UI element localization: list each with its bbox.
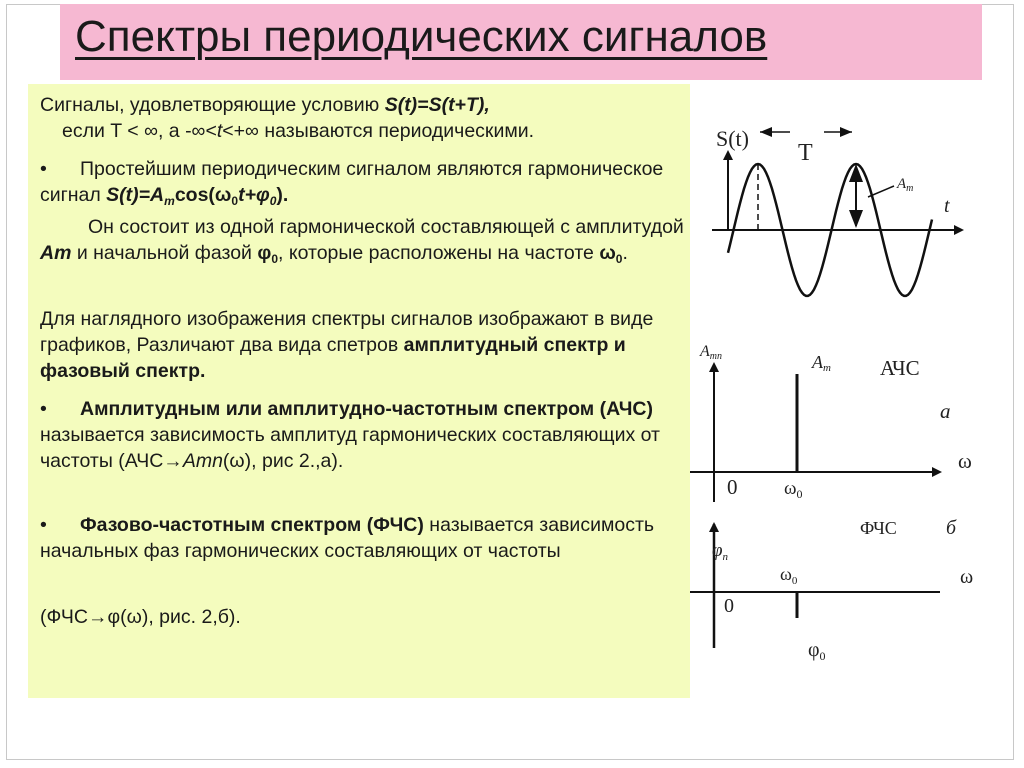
signal-ylabel: S(t) (716, 126, 749, 151)
formula-sub-0b: 0 (269, 194, 277, 208)
period-arrow-right (840, 127, 852, 137)
intro-text-c: <+∞ называются периодическими. (222, 120, 535, 142)
frequency-symbol: ω (599, 242, 616, 264)
phase-spectrum-figure (690, 517, 973, 663)
ams-line-label: Am (812, 352, 831, 374)
phase-term: Фазово-частотным спектром (ФЧС) (80, 514, 424, 536)
component-text-c: , которые расположены на частоте (278, 242, 600, 264)
bullet: • (40, 398, 47, 420)
amplitude-ref: (ω), рис 2.,а). (222, 450, 344, 472)
component-text-b: и начальной фазой (71, 242, 258, 264)
intro-formula: S(t)=S(t+T), (384, 94, 490, 116)
phase-text: называется зависимость начальных фаз гармонических составляющих от частоты (40, 514, 655, 562)
amplitude-function: Amn (182, 450, 223, 472)
phase-sub: 0 (271, 252, 278, 266)
amplitude-symbol: Am (40, 242, 72, 264)
frequency-sub: 0 (615, 252, 623, 266)
harmonic-formula-d: ). (276, 184, 289, 206)
phs-phase: $\varphi_0$ (808, 639, 826, 663)
formula-sub-m: m (164, 194, 175, 208)
period-label: T (798, 140, 813, 166)
amplitude-text: называется зависимость амплитуд гармонических составляющих от частоты (АЧС→ (40, 424, 660, 472)
amplitude-term: Амплитудным или амплитудно-частотным спектром (АЧС) (80, 398, 653, 420)
phs-freq: $\omega_0$ (780, 564, 798, 587)
bullet: • (40, 514, 47, 536)
period-arrow-left (760, 127, 772, 137)
graphs-text: Для наглядного изображения спектры сигналов изображают в виде графиков, Различают два вида спетров (40, 308, 654, 356)
harmonic-formula-c: t+φ (238, 184, 270, 206)
phase-symbol: φ (257, 242, 272, 264)
formula-sub-0: 0 (231, 194, 239, 208)
phase-ref: (ФЧС→φ(ω), рис. 2,б). (40, 606, 241, 628)
phs-xlabel: ω (960, 566, 974, 588)
ams-xlabel: ω (958, 449, 972, 473)
amplitude-arrow-down (849, 210, 863, 228)
spectrum-types: амплитудный спектр и фазовый спектр. (40, 334, 626, 382)
ams-origin: 0 (727, 475, 738, 499)
amplitude-spectrum-figure (690, 343, 972, 502)
intro-t: t (216, 120, 223, 142)
intro-text-a: Сигналы, удовлетворяющие условию (40, 94, 385, 116)
ams-letter: а (940, 399, 951, 423)
signal-figure (712, 126, 962, 296)
phs-origin: 0 (724, 595, 734, 617)
harmonic-text: Простейшим периодическим сигналом являются гармоническое сигнал (40, 158, 664, 206)
signal-xlabel: t (944, 195, 950, 217)
slide-title: Спектры периодических сигналов (75, 12, 768, 61)
ams-ylabel: Amn (700, 343, 723, 362)
harmonic-formula-a: S(t)=A (106, 184, 165, 206)
harmonic-formula-b: cos(ω (174, 184, 232, 206)
phs-ylabel: $\varphi_n$ (712, 540, 729, 563)
bullet: • (40, 158, 47, 180)
amp-label: $A_m$ (897, 176, 914, 194)
phs-title: ФЧС (860, 518, 897, 538)
ams-freq: $\omega_0$ (784, 478, 803, 501)
intro-text-b: если T < ∞, а -∞< (62, 120, 217, 142)
component-text-d: . (622, 242, 628, 264)
component-text-a: Он состоит из одной гармонической составляющей с амплитудой (88, 216, 684, 238)
phs-letter: б (946, 517, 957, 539)
ams-title: АЧС (880, 356, 920, 380)
